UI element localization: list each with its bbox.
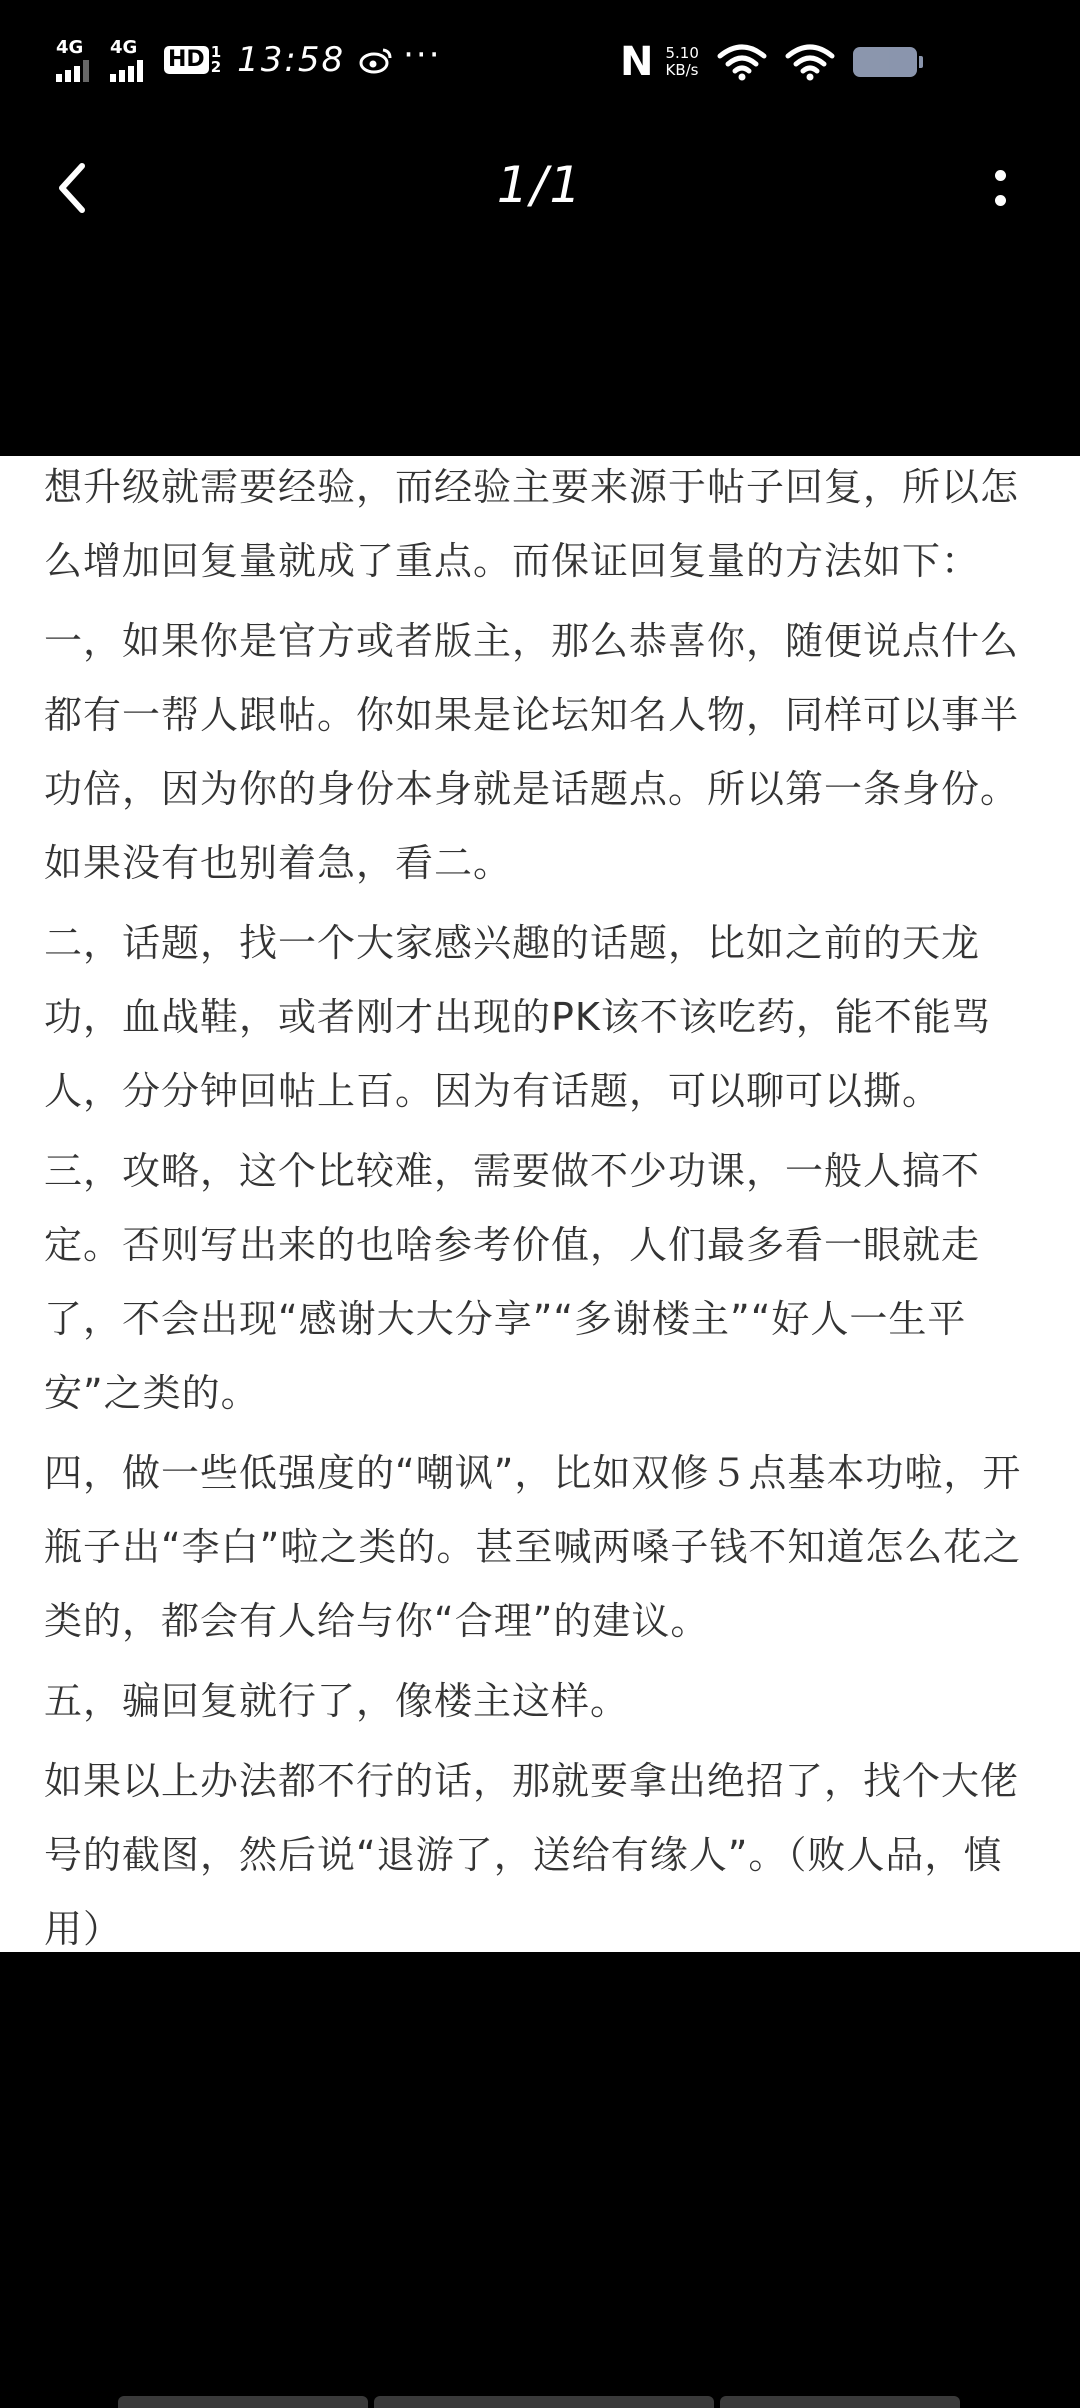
paragraph: 五，骗回复就行了，像楼主这样。 xyxy=(44,1679,630,1723)
hd-voice-icon xyxy=(164,45,221,75)
hd-sub-bottom: 2 xyxy=(210,58,222,76)
signal-icon xyxy=(110,36,154,82)
more-vertical-icon xyxy=(995,170,1006,181)
wifi-icon xyxy=(717,42,767,82)
paragraph: 四，做一些低强度的“嘲讽”，比如双修５点基本功啦，开瓶子出“李白”啦之类的。甚至喊两嗓子钱不知道怎么花之类的，都会有人给与你“合理”的建议。 xyxy=(44,1451,1022,1643)
network-speed xyxy=(665,45,698,79)
chevron-left-icon xyxy=(52,158,92,218)
status-bar-right xyxy=(620,36,917,88)
battery-icon xyxy=(853,47,917,77)
article-content xyxy=(0,456,1080,1952)
paragraph: 二，话题，找一个大家感兴趣的话题，比如之前的天龙功，血战鞋，或者刚才出现的PK该不该吃药，能不能骂人，分分钟回帖上百。因为有话题，可以聊可以撕。 xyxy=(44,921,991,1113)
top-nav-bar xyxy=(0,130,1080,250)
clock: 13:58 xyxy=(237,40,346,80)
status-bar xyxy=(0,0,1080,120)
more-notifications-indicator: ··· xyxy=(403,35,442,75)
status-bar-left xyxy=(56,32,442,88)
sim2-network-label: 4G xyxy=(110,36,138,58)
wifi-icon xyxy=(785,42,835,82)
paragraph: 一，如果你是官方或者版主，那么恭喜你，随便说点什么都有一帮人跟帖。你如果是论坛知名人物，同样可以事半功倍，因为你的身份本身就是话题点。所以第一条身份。如果没有也别着急，看二。 xyxy=(44,619,1020,885)
back-button[interactable] xyxy=(36,152,108,224)
home-indicator[interactable] xyxy=(118,2396,962,2408)
weibo-icon xyxy=(359,46,393,74)
network-speed-unit: KB/s xyxy=(665,61,699,79)
network-speed-value: 5.10 xyxy=(665,44,699,62)
more-options-button[interactable] xyxy=(964,152,1036,224)
sim1-network-label: 4G xyxy=(56,36,84,58)
paragraph: 想升级就需要经验，而经验主要来源于帖子回复，所以怎么增加回复量就成了重点。而保证回复量的方法如下： xyxy=(44,465,1020,583)
hd-label: HD xyxy=(164,46,209,74)
signal-icon xyxy=(56,36,100,82)
paragraph: 三，攻略，这个比较难，需要做不少功课，一般人搞不定。否则写出来的也啥参考价值，人们最多看一眼就走了，不会出现“感谢大大分享”“多谢楼主”“好人一生平安”之类的。 xyxy=(44,1149,981,1415)
paragraph: 如果以上办法都不行的话，那就要拿出绝招了，找个大佬号的截图，然后说“退游了，送给有缘人”。（败人品，慎用） xyxy=(44,1759,1020,1951)
page-indicator: 1/1 xyxy=(496,156,584,214)
hd-sub-top: 1 xyxy=(210,43,222,61)
nfc-icon: N xyxy=(620,39,654,85)
article-body xyxy=(0,456,1080,1952)
